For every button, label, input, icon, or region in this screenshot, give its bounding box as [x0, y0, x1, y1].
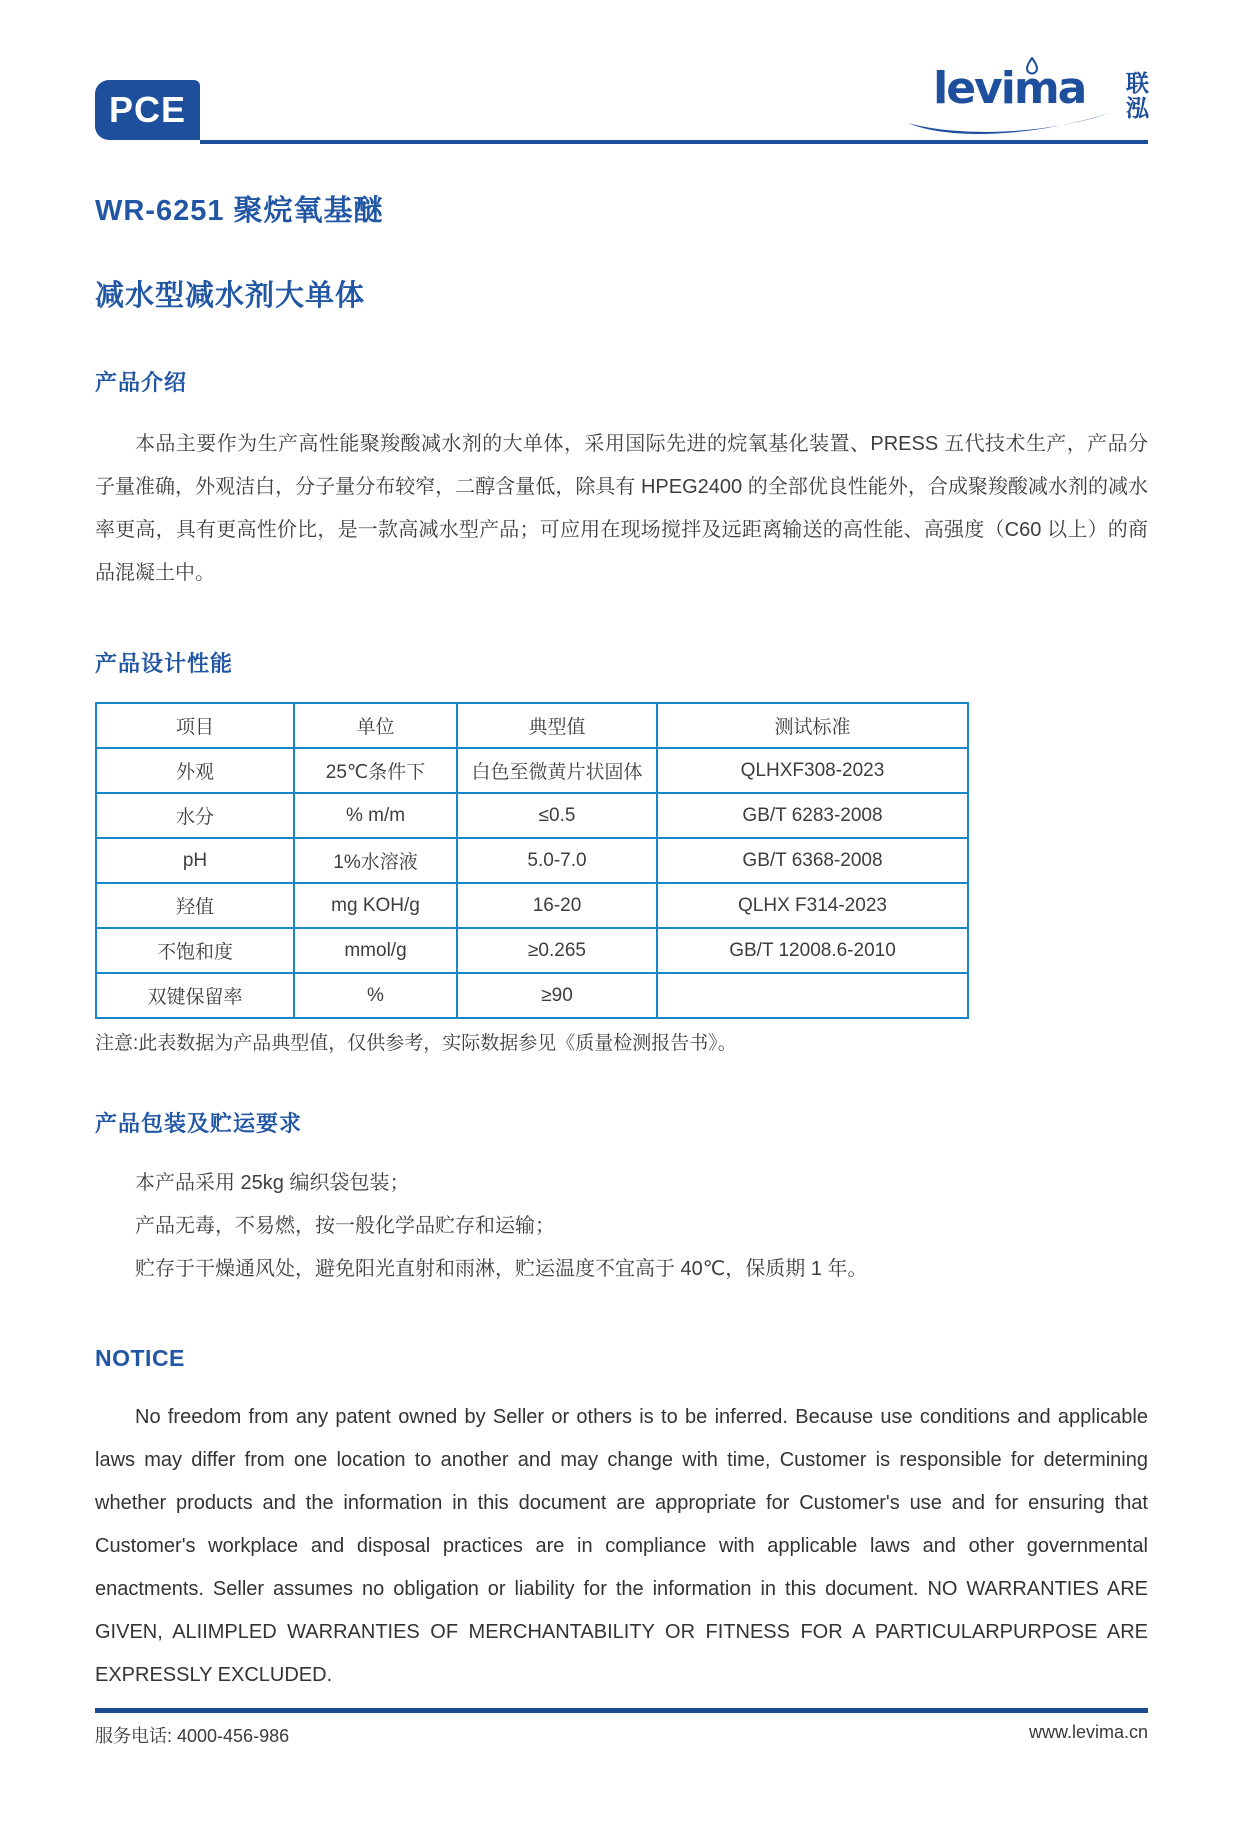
cell-unit: 1%水溶液	[294, 838, 457, 883]
cell-unit: 25℃条件下	[294, 748, 457, 793]
cell-test-standard: GB/T 12008.6-2010	[657, 928, 968, 973]
cell-item: 水分	[96, 793, 294, 838]
cell-typical-value: ≤0.5	[457, 793, 657, 838]
section-heading-notice: NOTICE	[95, 1345, 185, 1371]
table-row	[96, 748, 968, 793]
levima-logo	[905, 63, 1149, 142]
notice-paragraph: No freedom from any patent owned by Seller or others is to be inferred. Because use conditions and applicable laws may differ from one location to another and may change with time, Customer is responsible for determining whether products and the information in this document are appropriate for Customer's use and for ensuring that Customer's workplace and disposal practices are in compliance with applicable laws and other governmental enactments. Seller assumes no obligation or liability for the information in this document. NO WARRANTIES ARE GIVEN, ALIIMPLED WARRANTIES OF MERCHANTABILITY OR FITNESS FOR A PARTICULARPURPOSE ARE EXPRESSLY EXCLUDED.	[95, 1406, 1148, 1686]
packaging-line: 本产品采用 25kg 编织袋包装；	[135, 1172, 410, 1194]
cell-item: pH	[96, 838, 294, 883]
table-row	[96, 973, 968, 1018]
table-row	[96, 793, 968, 838]
cell-test-standard: GB/T 6283-2008	[657, 793, 968, 838]
intro-paragraph: 本品主要作为生产高性能聚羧酸减水剂的大单体，采用国际先进的烷氧基化装置、PRESS 五代技术生产，产品分子量准确，外观洁白，分子量分布较窄，二醇含量低，除具有 HPEG2400 的全部优良性能外，合成聚羧酸减水剂的减水率更高，具有更高性价比，是一款高减水型产品；可应用在现场搅拌及远距离输送的高性能、高强度（C60 以上）的商品混凝土中。	[95, 433, 1148, 584]
levima-logo-text: levima	[933, 63, 1086, 115]
cell-item: 不饱和度	[96, 928, 294, 973]
cell-typical-value: ≥90	[457, 973, 657, 1018]
cell-typical-value: 白色至微黄片状固体	[457, 748, 657, 793]
column-header-unit: 单位	[294, 703, 457, 748]
packaging-lines	[95, 1162, 1148, 1291]
footer-divider	[95, 1708, 1148, 1713]
column-header-item: 项目	[96, 703, 294, 748]
header	[95, 63, 1149, 140]
website-url: www.levima.cn	[1028, 1722, 1148, 1742]
service-phone: 服务电话: 4000-456-986	[95, 1726, 290, 1746]
performance-table	[95, 702, 969, 1019]
product-title: WR-6251 聚烷氧基醚	[95, 195, 384, 227]
section-heading-intro: 产品介绍	[95, 370, 188, 395]
cell-unit: %	[294, 973, 457, 1018]
cell-typical-value: 5.0-7.0	[457, 838, 657, 883]
cell-test-standard: QLHX F314-2023	[657, 883, 968, 928]
table-row	[96, 838, 968, 883]
cell-test-standard	[657, 973, 968, 1018]
section-heading-performance: 产品设计性能	[95, 651, 234, 676]
levima-logo-cjk: 联泓	[1123, 71, 1149, 122]
packaging-line: 产品无毒，不易燃，按一般化学品贮存和运输；	[135, 1215, 555, 1237]
packaging-line: 贮存于干燥通风处，避免阳光直射和雨淋，贮运温度不宜高于 40℃，保质期 1 年。	[135, 1258, 868, 1280]
cell-test-standard: GB/T 6368-2008	[657, 838, 968, 883]
cell-unit: mg KOH/g	[294, 883, 457, 928]
cell-item: 外观	[96, 748, 294, 793]
table-note: 注意:此表数据为产品典型值，仅供参考，实际数据参见《质量检测报告书》。	[95, 1033, 737, 1054]
cell-typical-value: 16-20	[457, 883, 657, 928]
levima-logo-wordmark	[905, 63, 1113, 142]
column-header-test-standard: 测试标准	[657, 703, 968, 748]
table-row	[96, 883, 968, 928]
cell-typical-value: ≥0.265	[457, 928, 657, 973]
table-header-row	[96, 703, 968, 748]
cell-item: 羟值	[96, 883, 294, 928]
cell-unit: % m/m	[294, 793, 457, 838]
column-header-typical-value: 典型值	[457, 703, 657, 748]
cell-item: 双键保留率	[96, 973, 294, 1018]
cell-test-standard: QLHXF308-2023	[657, 748, 968, 793]
product-subtitle: 减水型减水剂大单体	[95, 280, 366, 312]
footer	[95, 1708, 1148, 1748]
droplet-icon	[1024, 57, 1040, 80]
section-heading-packaging: 产品包装及贮运要求	[95, 1111, 303, 1136]
table-row	[96, 928, 968, 973]
pce-badge	[95, 80, 200, 140]
wave-swoosh-icon	[905, 111, 1113, 142]
pce-badge-label: PCE	[108, 89, 187, 130]
cell-unit: mmol/g	[294, 928, 457, 973]
